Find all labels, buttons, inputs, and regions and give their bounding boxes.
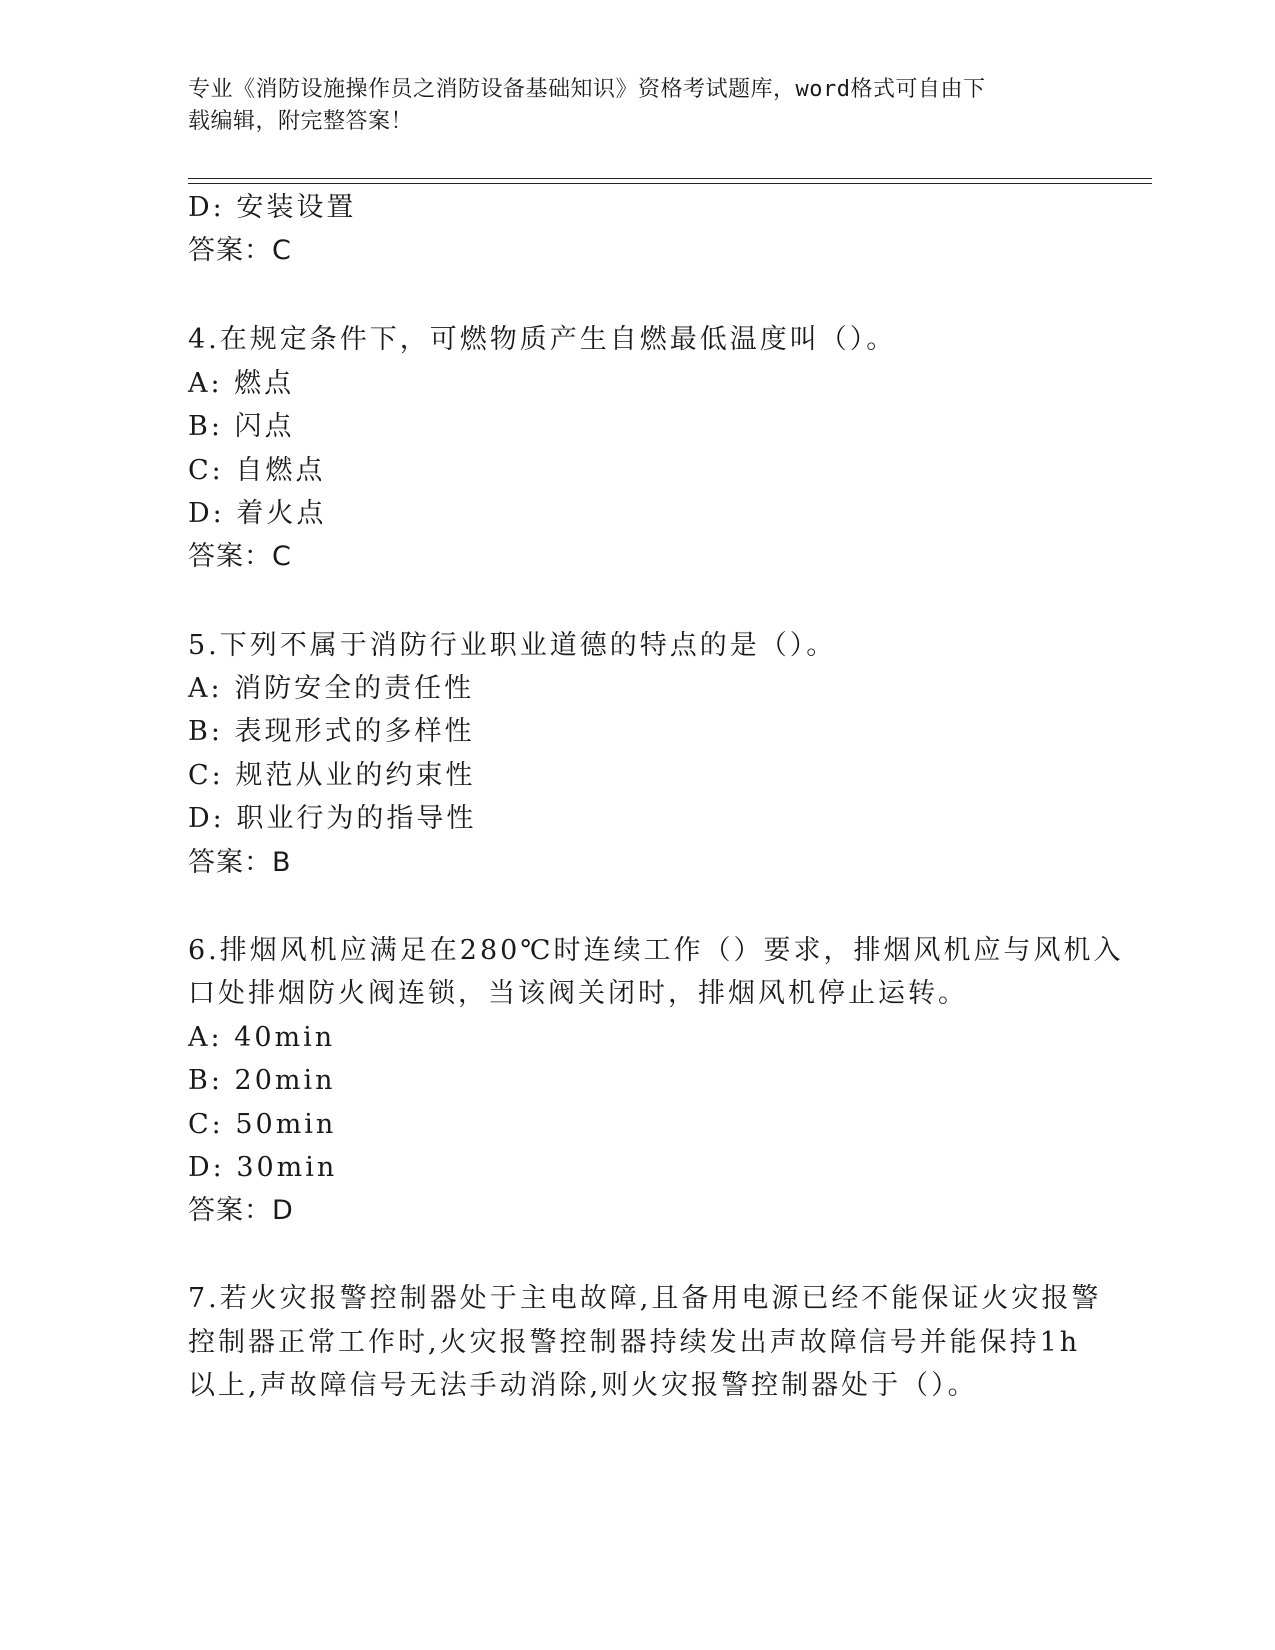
answer-line: 答案：D <box>188 1195 294 1226</box>
option-line: D: 安装设置 <box>188 192 357 223</box>
question-line: 5.下列不属于消防行业职业道德的特点的是（）。 <box>188 630 837 661</box>
header-rule-bottom <box>188 183 1152 184</box>
option-line: A: 消防安全的责任性 <box>188 673 475 704</box>
option-line: C: 50min <box>188 1109 337 1140</box>
header-rule-top <box>188 178 1152 179</box>
option-line: A: 40min <box>188 1022 336 1053</box>
question-line: 6.排烟风机应满足在280℃时连续工作（）要求，排烟风机应与风机入 <box>188 935 1124 966</box>
answer-line: 答案：C <box>188 541 292 572</box>
question-line: 7.若火灾报警控制器处于主电故障,且备用电源已经不能保证火灾报警 <box>188 1283 1102 1314</box>
option-line: D: 着火点 <box>188 498 327 529</box>
document-header <box>188 74 1068 138</box>
option-line: D: 职业行为的指导性 <box>188 803 477 834</box>
header-line-2: 载编辑，附完整答案！ <box>188 109 414 134</box>
header-line-1: 专业《消防设施操作员之消防设备基础知识》资格考试题库，word格式可自由下 <box>188 77 986 102</box>
option-line: B: 表现形式的多样性 <box>188 716 475 747</box>
option-line: A: 燃点 <box>188 368 295 399</box>
option-line: C: 自燃点 <box>188 455 326 486</box>
option-line: B: 闪点 <box>188 411 295 442</box>
answer-line: 答案：B <box>188 847 292 878</box>
option-line: C: 规范从业的约束性 <box>188 760 476 791</box>
question-line: 以上,声故障信号无法手动消除,则火灾报警控制器处于（）。 <box>188 1370 978 1401</box>
question-line: 4.在规定条件下，可燃物质产生自燃最低温度叫（）。 <box>188 324 897 355</box>
question-line: 控制器正常工作时,火灾报警控制器持续发出声故障信号并能保持1h <box>188 1327 1081 1358</box>
question-line: 口处排烟防火阀连锁，当该阀关闭时，排烟风机停止运转。 <box>188 978 968 1009</box>
answer-line: 答案：C <box>188 235 292 266</box>
option-line: B: 20min <box>188 1065 336 1096</box>
option-line: D: 30min <box>188 1152 338 1183</box>
